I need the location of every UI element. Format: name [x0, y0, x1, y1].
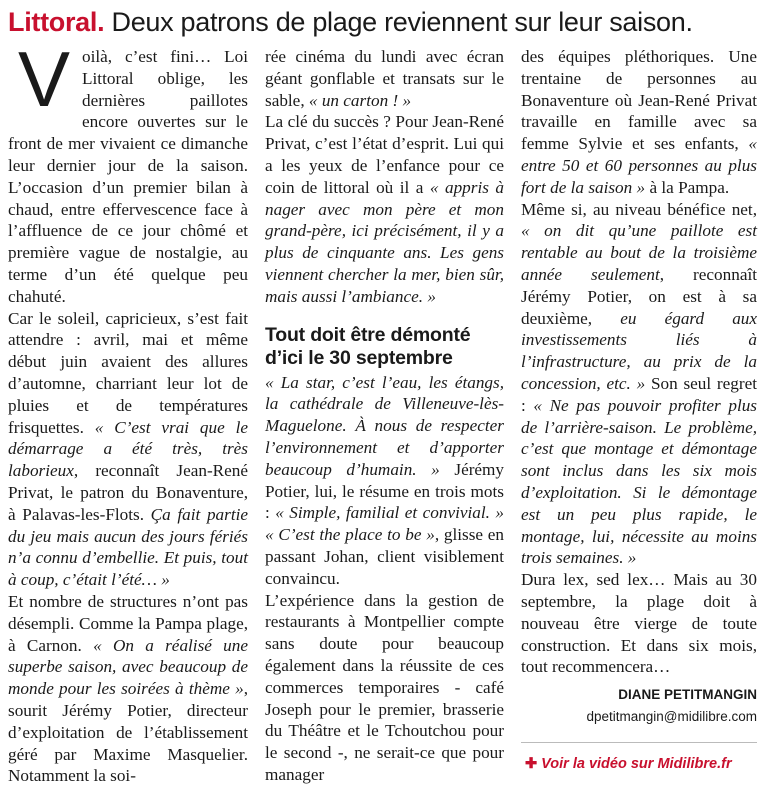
- paragraph-text: , reconnaît Jérémy Potier, on est à sa deuxième,: [521, 264, 757, 328]
- plus-icon: ✚: [525, 756, 538, 773]
- paragraph: [8, 35, 248, 308]
- quote: Ça fait partie du jeu mais aucun des jours fériés n’a connu d’embellie. Et puis, tout à coup, c’était l’été… »: [8, 504, 248, 590]
- article-body: [8, 35, 758, 798]
- paragraph-text: , sourit Jérémy Potier, directeur d’exploitation de l’établissement géré par Maxime Masquelier. Notamment la soi-: [8, 679, 248, 786]
- video-link[interactable]: [521, 754, 757, 776]
- paragraph-text: oilà, c’est fini… Loi Littoral oblige, les dernières paillotes encore ouvertes sur le front de mer vivaient ce dimanche leur dernier jour de la saison. L’occasion d’un premier bilan à chaud, entre effervescence face à l’affluence de ce jour chômé et première vague de nostalgie, au terme d’un été quelque peu chahuté.: [8, 47, 248, 306]
- quote: « La star, c’est l’eau, les étangs, la cathédrale de Villeneuve-lès-Maguelone. À nous de respecter l’environnement et d’apporter beaucoup d’humain. »: [265, 372, 504, 479]
- author-email-link[interactable]: dpetitmangin@midilibre.com: [586, 709, 757, 725]
- headline-kicker: Littoral.: [8, 7, 105, 37]
- drop-cap: V: [18, 35, 71, 123]
- quote: « appris à nager avec mon père et mon grand-père, ici précisément, il y a plus de cinquante ans. Les gens viennent chercher la mer, bien sûr, mais aussi l’ambiance. »: [265, 177, 504, 306]
- paragraph: [8, 308, 248, 591]
- paragraph-text: rée cinéma du lundi avec écran géant gonflable et transats sur le sable,: [265, 47, 504, 110]
- video-link-brand: Midilibre.fr: [657, 756, 732, 773]
- quote: « entre 50 et 60 personnes au plus fort de la saison »: [521, 134, 758, 197]
- paragraph-text: à la Pampa.: [649, 177, 730, 197]
- paragraph: [521, 46, 757, 199]
- paragraph: [8, 591, 248, 787]
- paragraph-text: Et nombre de structures n’ont pas désempli. Comme la Pampa plage, à Carnon.: [8, 591, 248, 655]
- quote: « Simple, familial et convivial. » « C’est the place to be »: [265, 503, 505, 545]
- paragraph: [265, 111, 504, 307]
- paragraph: L’expérience dans la gestion de restaurants à Montpellier compte sans doute pour beaucoup également dans la réussite de ces commerces temporaires - café Joseph pour le premier, brasserie du Théâtre et le Tchoutchou pour le second -, ne serait-ce que pour manager: [265, 590, 504, 784]
- article-column-3: [521, 46, 757, 776]
- quote: « C’est vrai que le démarrage a été très, très laborieux: [8, 417, 249, 481]
- paragraph-text: , glisse en passant Johan, client visiblement convaincu.: [265, 525, 504, 588]
- headline: [8, 6, 756, 42]
- quote: « on dit qu’une paillote est rentable au bout de la troisième année seulement: [521, 221, 757, 284]
- byline: DIANE PETITMANGIN: [618, 687, 757, 703]
- paragraph: [521, 199, 757, 570]
- quote: « Ne pas pouvoir profiter plus de l’arrière-saison. Le problème, c’est que montage et démontage sont inclus dans les six mois d’exploitation. Si le démontage est un peu plus rapide, le montage, lui, nécessite au moins trois semaines. »: [521, 395, 757, 568]
- paragraph-text: des équipes pléthoriques. Une trentaine de personnes au Bonaventure où Jean-René Privat travaille en famille avec sa femme Sylvie et ses enfants,: [521, 47, 757, 154]
- paragraph: Dura lex, sed lex… Mais au 30 septembre, la plage doit à nouveau être vierge de toute construction. Et dans six mois, tout recommencera…: [521, 570, 757, 677]
- paragraph-text: Son seul regret :: [521, 373, 757, 415]
- paragraph-text: La clé du succès ? Pour Jean-René Privat, c’est l’état d’esprit. Lui qui a les yeux de l’enfance pour ce coin de littoral où il a: [265, 112, 504, 197]
- video-link-label: Voir la vidéo sur: [541, 756, 654, 773]
- paragraph-text: Car le soleil, capricieux, s’est fait attendre : avril, mai et même début juin avaient des allures d’automne, charriant leur lot de pluies et de températures frisquettes.: [8, 308, 248, 437]
- paragraph-text: Même si, au niveau bénéfice net,: [521, 199, 757, 219]
- subheading: Tout doit être démonté d’ici le 30 septembre: [265, 323, 471, 369]
- paragraph-text: Jérémy Potier, lui, le résume en trois mots :: [265, 459, 505, 523]
- quote: « On a réalisé une superbe saison, avec beaucoup de monde pour les soirées à thème »: [8, 635, 248, 699]
- article-column-2: [265, 46, 504, 786]
- paragraph-text: , reconnaît Jean-René Privat, le patron du Bonaventure, à Palavas-les-Flots.: [8, 461, 248, 524]
- divider: [521, 742, 757, 743]
- quote: eu égard aux investissements liés à l’infrastructure, au prix de la concession, etc. »: [521, 308, 758, 393]
- article-column-1: [8, 35, 249, 787]
- headline-title: Deux patrons de plage reviennent sur leur saison.: [111, 7, 693, 37]
- paragraph: [265, 372, 504, 590]
- paragraph: [265, 46, 504, 111]
- quote: « un carton ! »: [308, 90, 412, 110]
